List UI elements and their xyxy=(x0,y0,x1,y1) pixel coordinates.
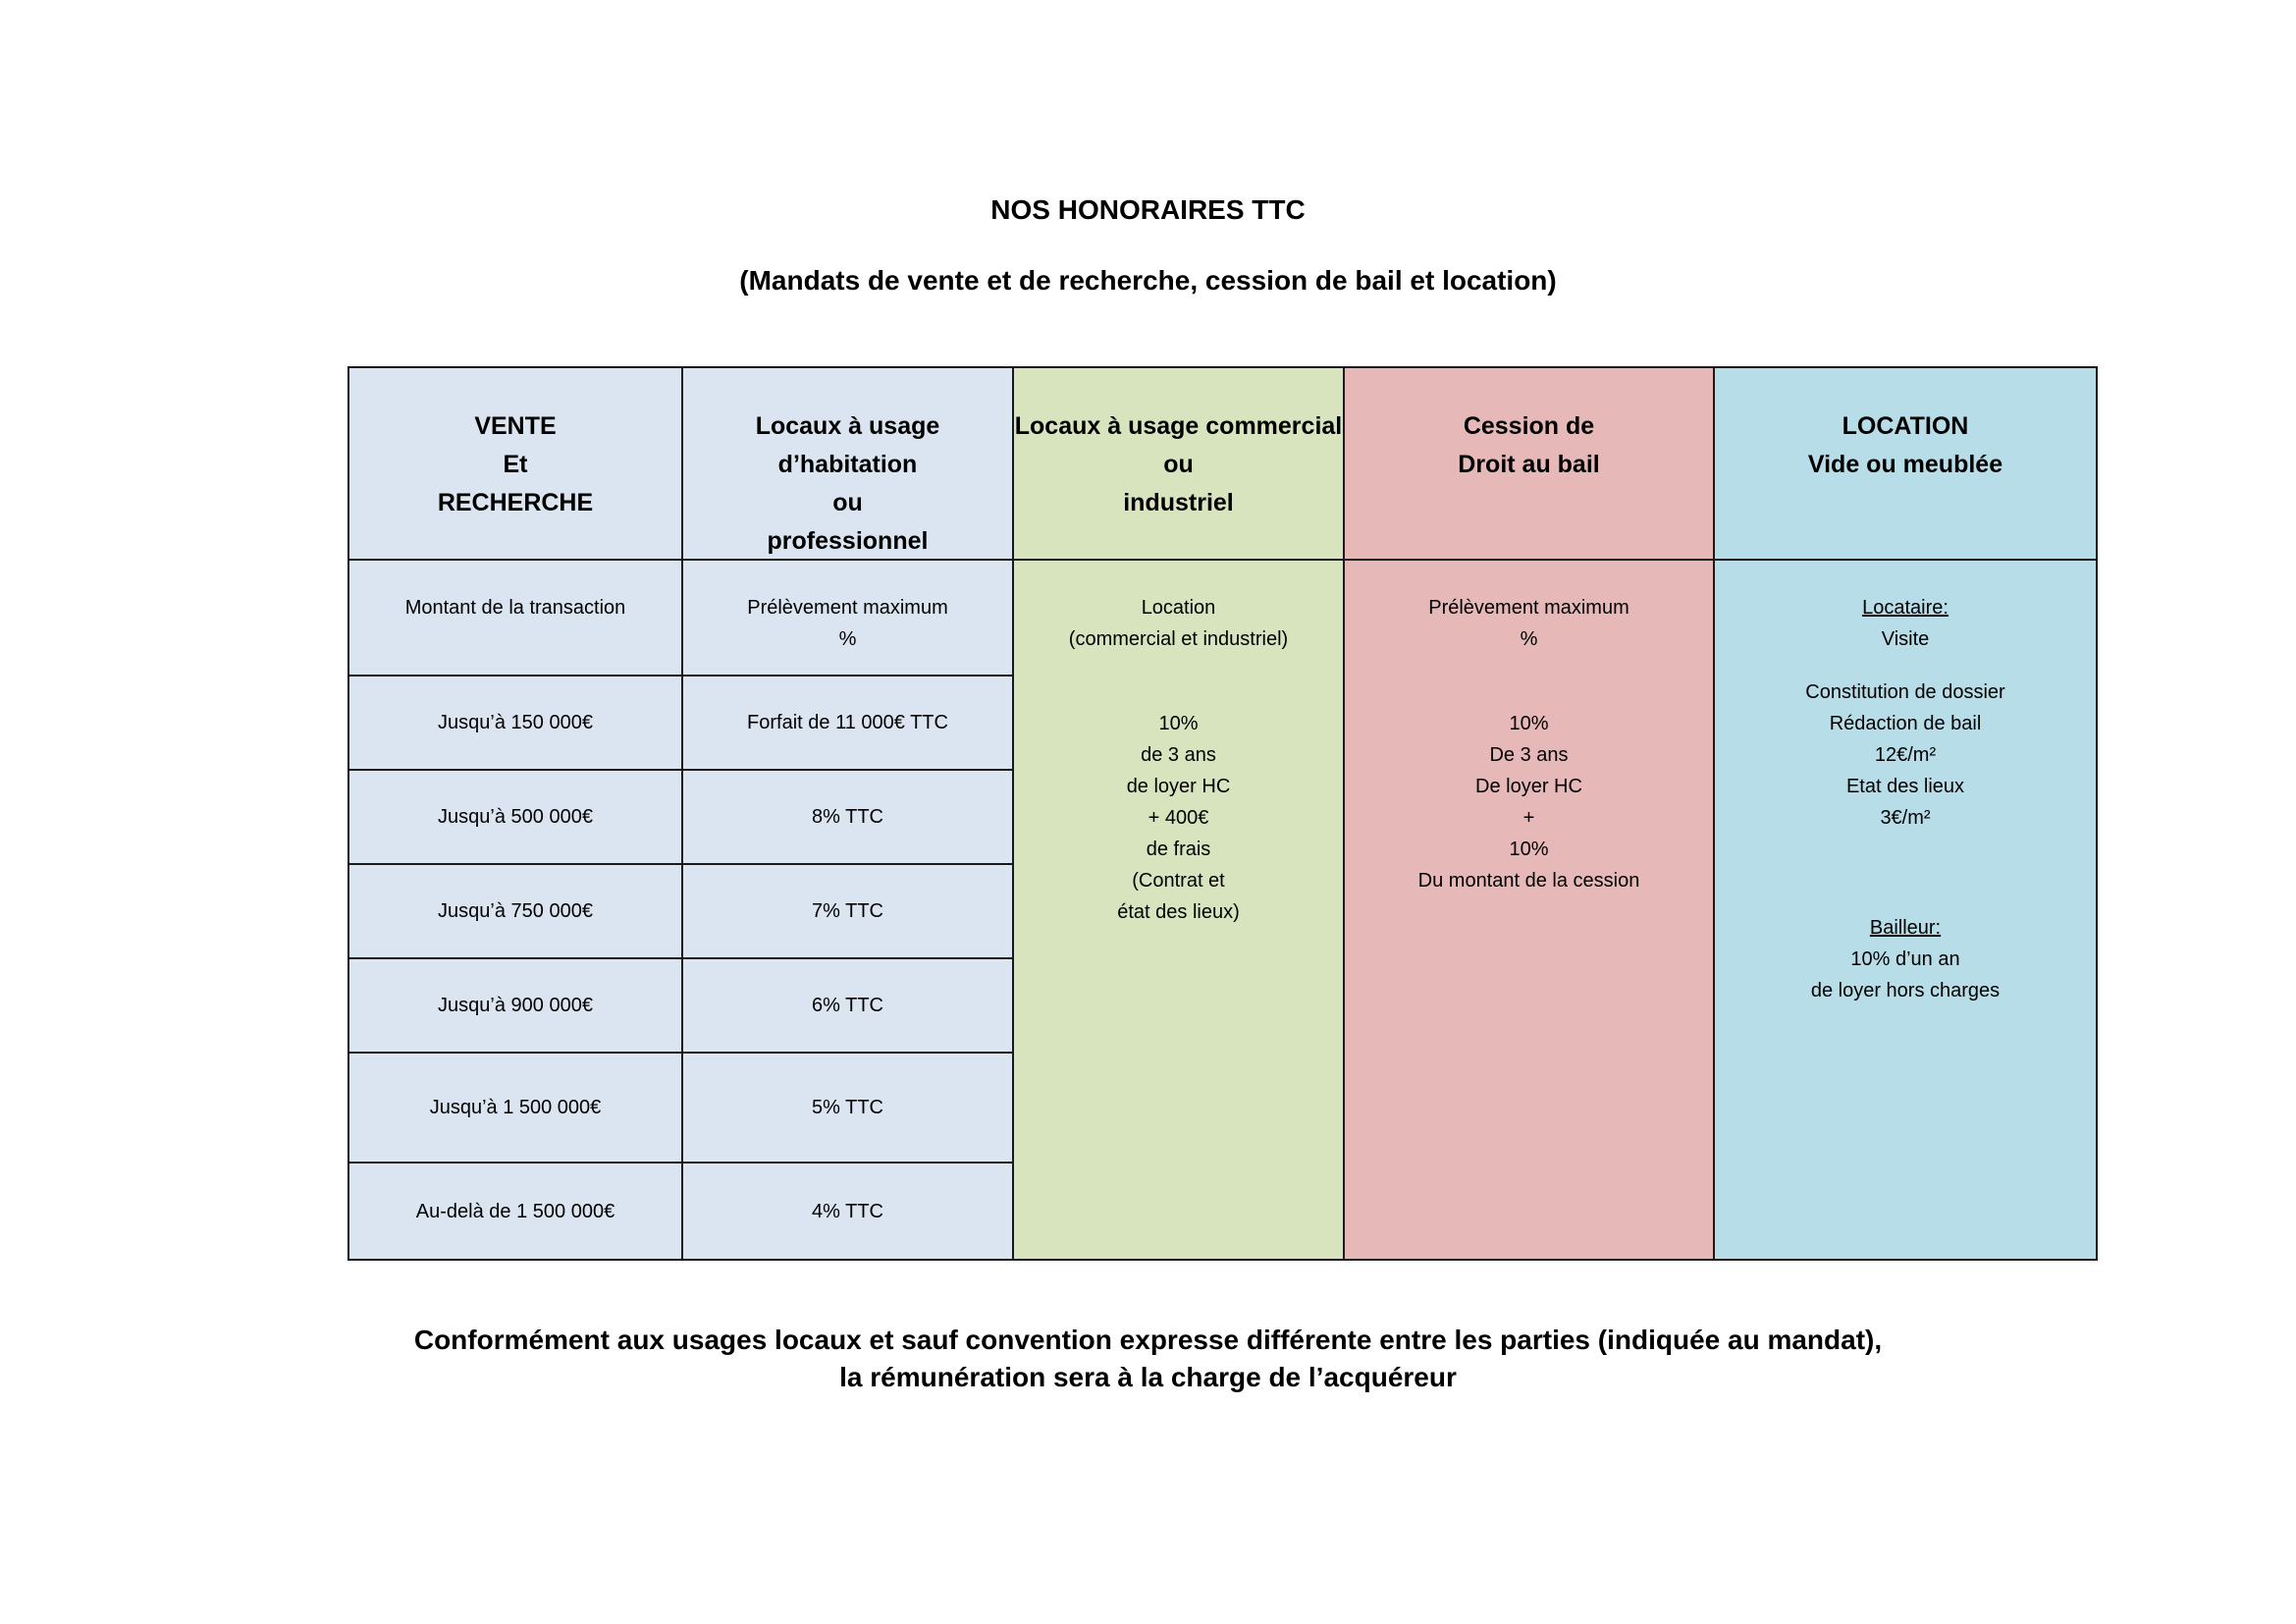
header-location-line: LOCATION xyxy=(1842,412,1969,440)
commercial-detail-line: état des lieux) xyxy=(1117,901,1240,923)
commercial-detail-line: + 400€ xyxy=(1148,807,1209,829)
bailleur-label: Bailleur: xyxy=(1869,917,1942,939)
header-location-line: Vide ou meublée xyxy=(1807,451,2003,478)
spacer xyxy=(1715,655,2096,677)
header-commercial-line: industriel xyxy=(1123,489,1234,516)
locataire-label: Locataire: xyxy=(1862,597,1949,619)
header-commercial xyxy=(1012,366,1345,561)
montant-value: Jusqu’à 150 000€ xyxy=(438,712,593,733)
cession-body xyxy=(1343,559,1715,1261)
fee-table xyxy=(347,366,2098,1261)
location-body xyxy=(1713,559,2098,1261)
prelevement-cell xyxy=(681,957,1014,1054)
prelevement-cell xyxy=(681,863,1014,959)
montant-cell xyxy=(347,675,683,771)
header-vente-line: VENTE xyxy=(474,412,557,440)
montant-cell xyxy=(347,957,683,1054)
cession-intro-line: Prélèvement maximum xyxy=(1428,597,1629,619)
prelevement-header-cell xyxy=(681,559,1014,677)
prelevement-cell xyxy=(681,769,1014,865)
prelevement-value: 8% TTC xyxy=(812,806,883,828)
commercial-detail-line: de loyer HC xyxy=(1126,776,1231,797)
header-habitation xyxy=(681,366,1014,561)
cession-detail-line: Du montant de la cession xyxy=(1417,870,1640,892)
commercial-detail-line: de 3 ans xyxy=(1141,744,1216,766)
prelevement-value: 7% TTC xyxy=(812,900,883,922)
page-subtitle: (Mandats de vente et de recherche, cession de bail et location) xyxy=(739,265,1557,296)
spacer xyxy=(1715,834,2096,912)
montant-value: Jusqu’à 1 500 000€ xyxy=(429,1097,602,1118)
header-commercial-line: Locaux à usage commercial xyxy=(1014,412,1343,440)
cession-detail-line: 10% xyxy=(1509,839,1549,860)
montant-cell xyxy=(347,1052,683,1164)
cession-detail-line: 10% xyxy=(1509,713,1549,734)
locataire-detail-line: 3€/m² xyxy=(1880,807,1931,829)
montant-cell xyxy=(347,863,683,959)
montant-header-cell xyxy=(347,559,683,677)
page-title: NOS HONORAIRES TTC xyxy=(990,194,1306,225)
prelevement-value: 5% TTC xyxy=(812,1097,883,1118)
cession-detail-line: De loyer HC xyxy=(1475,776,1582,797)
prelevement-cell xyxy=(681,1162,1014,1261)
spacer xyxy=(1345,655,1713,708)
cession-detail-line: De 3 ans xyxy=(1489,744,1569,766)
footer-line: Conformément aux usages locaux et sauf convention expresse différente entre les parties (indiquée au mandat), xyxy=(413,1325,1883,1355)
prelevement-label: Prélèvement maximum xyxy=(747,597,948,619)
locataire-detail-line: Etat des lieux xyxy=(1845,776,1965,797)
header-habitation-line: ou xyxy=(832,489,863,516)
montant-cell xyxy=(347,1162,683,1261)
bailleur-detail-line: de loyer hors charges xyxy=(1810,980,2001,1001)
prelevement-cell xyxy=(681,675,1014,771)
montant-value: Jusqu’à 750 000€ xyxy=(438,900,593,922)
commercial-detail-line: de frais xyxy=(1146,839,1211,860)
cession-detail-line: + xyxy=(1522,807,1535,829)
prelevement-value: 4% TTC xyxy=(812,1200,883,1222)
footer-note xyxy=(0,1322,2296,1396)
header-habitation-line: professionnel xyxy=(767,527,929,555)
prelevement-label: % xyxy=(838,628,857,650)
commercial-detail-line: (Contrat et xyxy=(1132,870,1225,892)
footer-line: la rémunération sera à la charge de l’acquéreur xyxy=(839,1362,1457,1392)
spacer xyxy=(1014,655,1343,708)
header-cession-line: Droit au bail xyxy=(1458,451,1600,478)
header-location xyxy=(1713,366,2098,561)
header-vente xyxy=(347,366,683,561)
locataire-detail-line: Rédaction de bail xyxy=(1829,713,1982,734)
header-vente-line: RECHERCHE xyxy=(437,489,594,516)
locataire-detail-line: Constitution de dossier xyxy=(1805,681,2005,703)
montant-label: Montant de la transaction xyxy=(404,597,626,619)
prelevement-value: Forfait de 11 000€ TTC xyxy=(747,712,948,733)
header-cession xyxy=(1343,366,1715,561)
locataire-intro-line: Visite xyxy=(1881,628,1930,650)
cession-intro-line: % xyxy=(1520,628,1538,650)
commercial-detail-line: 10% xyxy=(1158,713,1199,734)
commercial-intro-line: Location xyxy=(1141,597,1216,619)
prelevement-value: 6% TTC xyxy=(812,995,883,1016)
montant-cell xyxy=(347,769,683,865)
header-commercial-line: ou xyxy=(1163,451,1194,478)
header-cession-line: Cession de xyxy=(1463,412,1595,440)
montant-value: Jusqu’à 500 000€ xyxy=(438,806,593,828)
prelevement-cell xyxy=(681,1052,1014,1164)
montant-value: Jusqu’à 900 000€ xyxy=(438,995,593,1016)
header-vente-line: Et xyxy=(503,451,528,478)
header-habitation-line: d’habitation xyxy=(777,451,918,478)
header-habitation-line: Locaux à usage xyxy=(755,412,940,440)
commercial-body xyxy=(1012,559,1345,1261)
locataire-detail-line: 12€/m² xyxy=(1874,744,1937,766)
bailleur-detail-line: 10% d’un an xyxy=(1850,948,1960,970)
montant-value: Au-delà de 1 500 000€ xyxy=(415,1200,615,1222)
commercial-intro-line: (commercial et industriel) xyxy=(1068,628,1289,650)
